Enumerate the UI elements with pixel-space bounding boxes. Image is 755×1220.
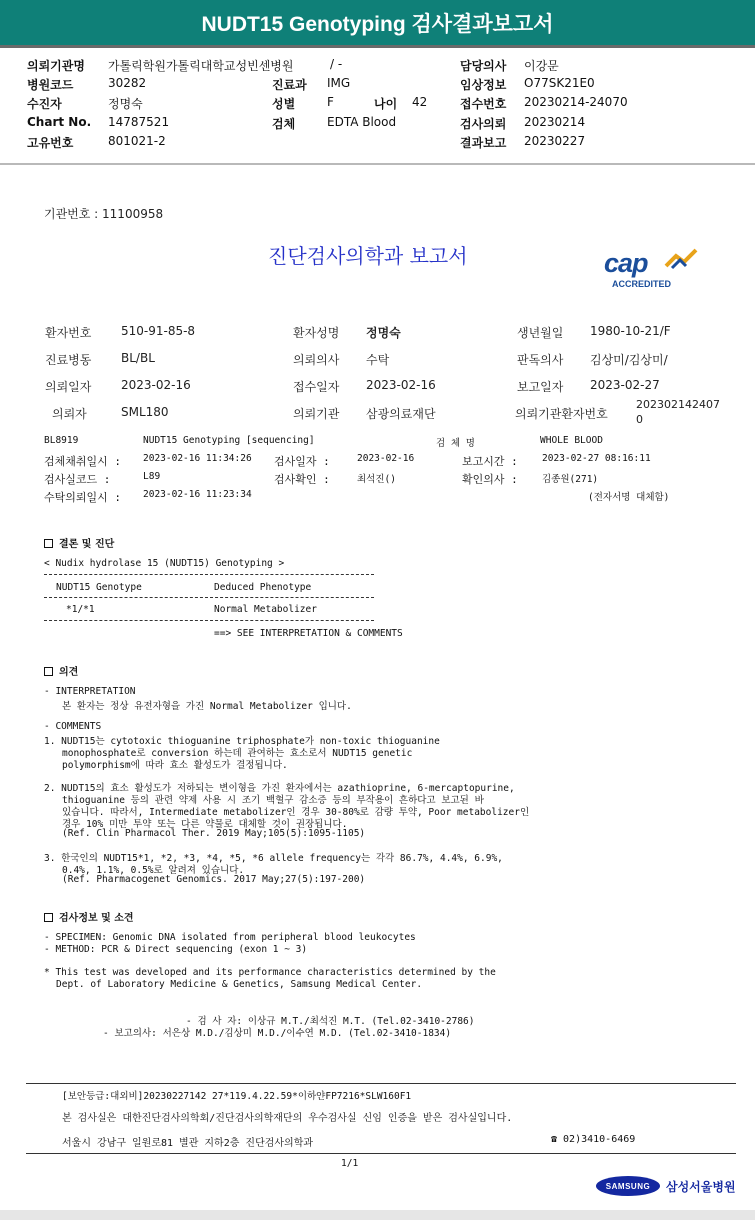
info-value: 김상미/김상미/ — [590, 353, 668, 367]
esign-note: (전자서명 대체함) — [588, 492, 670, 503]
specimen-label: 검 체 명 — [436, 438, 475, 449]
document-title: 진단검사의학과 보고서 — [268, 244, 468, 268]
collect-value: 2023-02-16 11:34:26 — [143, 453, 252, 464]
interpretation-heading: - INTERPRETATION — [44, 686, 136, 697]
tester-signature: - 검 사 자: 이상규 M.T./최석진 M.T. (Tel.02-3410-2786) — [186, 1016, 475, 1027]
comment-line: 0.4%, 1.1%, 0.5%로 알려져 있습니다. — [62, 865, 245, 876]
genotype-header: NUDT15 Genotype — [56, 582, 142, 593]
name-label: 수진자 — [27, 97, 62, 111]
page-number: 1/1 — [341, 1158, 359, 1169]
lab-address: 서울시 강남구 일원로81 별관 지하2층 진단검사의학과 — [62, 1138, 314, 1149]
info-value: 510-91-85-8 — [121, 324, 196, 338]
sex-value: F — [327, 95, 334, 109]
report-label: 결과보고 — [460, 136, 507, 150]
comment-line: 1. NUDT15는 cytotoxic thioguanine triphosphate가 non-toxic thioguanine — [44, 736, 440, 747]
info-label: 생년월일 — [517, 326, 564, 340]
samsung-brand: SAMSUNG — [605, 1181, 651, 1191]
referral-label: 수탁의뢰일시 : — [44, 491, 122, 504]
genotype-value: *1/*1 — [66, 604, 95, 615]
request-value: 20230214 — [524, 115, 586, 129]
accession-value: 20230214-24070 — [524, 95, 628, 109]
result-heading: 결론 및 진단 — [44, 535, 114, 550]
info-label: 의뢰일자 — [45, 380, 92, 394]
comment-line: 2. NUDT15의 효소 활성도가 저하되는 변이형을 가진 환자에서는 azathioprine, 6-mercaptopurine, — [44, 783, 515, 794]
info-label: 접수일자 — [293, 380, 340, 394]
age-value: 42 — [412, 95, 428, 109]
info-label: 보고일자 — [517, 380, 564, 394]
collect-label: 검체채취일시 : — [44, 455, 122, 468]
test-date-label: 검사일자 : — [274, 455, 330, 468]
comments-heading: - COMMENTS — [44, 721, 102, 732]
reporter-signature: - 보고의사: 서은상 M.D./김상미 M.D./이수연 M.D. (Tel.02-3410-1834) — [103, 1028, 452, 1039]
referral-value: 2023-02-16 11:23:34 — [143, 489, 252, 500]
info-heading: 검사정보 및 소견 — [44, 909, 134, 924]
unique-label: 고유번호 — [27, 136, 74, 150]
disclaimer-line: * This test was developed and its performance characteristics determined by the — [44, 967, 496, 978]
info-label: 의뢰의사 — [293, 353, 340, 367]
page-bottom-margin — [0, 1210, 755, 1220]
specimen-value: WHOLE BLOOD — [540, 435, 603, 446]
info-label: 판독의사 — [517, 353, 564, 367]
info-label: 의뢰자 — [52, 407, 87, 421]
test-date-value: 2023-02-16 — [357, 453, 415, 464]
info-label: 의뢰기관 — [293, 407, 340, 421]
info-value: 삼광의료재단 — [366, 407, 436, 421]
lab-code-value: L89 — [143, 471, 161, 482]
hosp-code-label: 병원코드 — [27, 78, 74, 92]
age-label: 나이 — [374, 97, 398, 111]
doctor-label: 담당의사 — [460, 59, 507, 73]
confirm-value: 김종원(271) — [542, 474, 599, 485]
info-value: 정명숙 — [366, 326, 401, 340]
clinical-label: 임상정보 — [460, 78, 507, 92]
clinical-value: O77SK21E0 — [524, 76, 595, 90]
comment-line: 경우 10% 미만 투약 또는 다른 약물로 대체할 것이 권장됩니다. — [62, 819, 348, 830]
hospital-name: 삼성서울병원 — [666, 1180, 736, 1194]
table-divider — [44, 620, 374, 621]
info-value: 2023-02-27 — [590, 378, 660, 392]
footer-divider — [26, 1153, 736, 1154]
comment-line: polymorphism에 따라 효소 활성도가 결정됩니다. — [62, 760, 288, 771]
report-title-bar — [0, 0, 755, 48]
info-value: 2023-02-16 — [366, 378, 436, 392]
test-code: BL8919 — [44, 435, 79, 446]
cap-checkmark-icon — [662, 248, 698, 274]
name-value: 정명숙 — [108, 97, 143, 111]
info-value: 2023-02-16 — [121, 378, 191, 392]
info-value: 수탁 — [366, 353, 390, 367]
table-divider — [44, 574, 374, 575]
org-number: 기관번호 : 11100958 — [44, 207, 164, 221]
specimen-value: EDTA Blood — [327, 115, 397, 129]
request-label: 검사의뢰 — [460, 117, 507, 131]
dept-label: 진료과 — [272, 78, 307, 92]
info-value: BL/BL — [121, 351, 155, 365]
result-subtitle: < Nudix hydrolase 15 (NUDT15) Genotyping > — [44, 558, 285, 569]
specimen-line: - SPECIMEN: Genomic DNA isolated from peripheral blood leukocytes — [44, 932, 416, 943]
comment-ref: (Ref. Pharmacogenet Genomics. 2017 May;27(5):197-200) — [62, 874, 366, 885]
comment-line: 있습니다. 따라서, Intermediate metabolizer인 경우 30-80%로 감량 투약, Poor metabolizer인 — [62, 807, 530, 818]
info-label: 환자번호 — [45, 326, 92, 340]
samsung-hospital-logo — [596, 1174, 736, 1200]
doctor-value: 이강문 — [524, 59, 559, 73]
cap-accredited: ACCREDITED — [612, 279, 672, 289]
lab-phone: ☎ 02)3410-6469 — [551, 1134, 636, 1145]
lab-code-label: 검사실코드 : — [44, 473, 111, 486]
info-value: 1980-10-21/F — [590, 324, 671, 338]
comment-line: monophosphate로 conversion 하는데 관여하는 효소로서 NUDT15 genetic — [62, 748, 413, 759]
info-value: 202302142407 — [636, 398, 720, 411]
confirm-label: 확인의사 : — [462, 473, 518, 486]
opinion-heading: 의견 — [44, 663, 78, 678]
verify-label: 검사확인 : — [274, 473, 330, 486]
chart-value: 14787521 — [108, 115, 170, 129]
inst-value: 가톨릭학원가톨릭대학교성빈센병원 — [108, 59, 294, 73]
info-value: SML180 — [121, 405, 169, 419]
info-label: 환자성명 — [293, 326, 340, 340]
report-time-value: 2023-02-27 08:16:11 — [542, 453, 651, 464]
report-time-label: 보고시간 : — [462, 455, 518, 468]
header-divider — [0, 163, 755, 165]
method-line: - METHOD: PCR & Direct sequencing (exon 1 ~ 3) — [44, 944, 308, 955]
info-value-wrap: 0 — [636, 413, 643, 426]
report-value: 20230227 — [524, 134, 586, 148]
cap-logo — [604, 248, 704, 292]
dept-value: IMG — [327, 76, 351, 90]
see-comments: ==> SEE INTERPRETATION & COMMENTS — [214, 628, 403, 639]
unique-value: 801021-2 — [108, 134, 166, 148]
info-label: 진료병동 — [45, 353, 92, 367]
verify-value: 최석진() — [357, 474, 396, 485]
interpretation-text: 본 환자는 정상 유전자형을 가진 Normal Metabolizer 입니다. — [62, 701, 352, 712]
inst-suffix: / - — [330, 57, 343, 71]
hosp-code-value: 30282 — [108, 76, 147, 90]
cap-logo-text: cap — [604, 248, 648, 278]
phenotype-header: Deduced Phenotype — [214, 582, 312, 593]
report-title: NUDT15 Genotyping 검사결과보고서 — [201, 12, 554, 36]
test-name: NUDT15 Genotyping [sequencing] — [143, 435, 315, 446]
comment-line: thioguanine 등의 관련 약제 사용 시 조기 백혈구 감소증 등의 부작용이 흔하다고 보고된 바 — [62, 795, 484, 806]
samsung-oval — [596, 1176, 660, 1196]
disclaimer-line: Dept. of Laboratory Medicine & Genetics, Samsung Medical Center. — [56, 979, 423, 990]
phenotype-value: Normal Metabolizer — [214, 604, 317, 615]
inst-label: 의뢰기관명 — [27, 59, 85, 73]
table-divider — [44, 597, 374, 598]
accession-label: 접수번호 — [460, 97, 507, 111]
info-label: 의뢰기관환자번호 — [515, 407, 608, 421]
sex-label: 성별 — [272, 97, 296, 111]
security-line: [보안등급:대외비]20230227142 27*119.4.22.59*이하얀FP7216*SLW160F1 — [62, 1091, 412, 1102]
comment-ref: (Ref. Clin Pharmacol Ther. 2019 May;105(5):1095-1105) — [62, 828, 366, 839]
chart-label: Chart No. — [27, 115, 92, 129]
comment-line: 3. 한국인의 NUDT15*1, *2, *3, *4, *5, *6 allele frequency는 각각 86.7%, 4.4%, 6.9%, — [44, 853, 503, 864]
certification-note: 본 검사실은 대한진단검사의학회/진단검사의학재단의 우수검사실 신임 인증을 받은 검사실입니다. — [62, 1113, 513, 1124]
specimen-label: 검체 — [272, 117, 296, 131]
footer-divider — [26, 1083, 736, 1084]
